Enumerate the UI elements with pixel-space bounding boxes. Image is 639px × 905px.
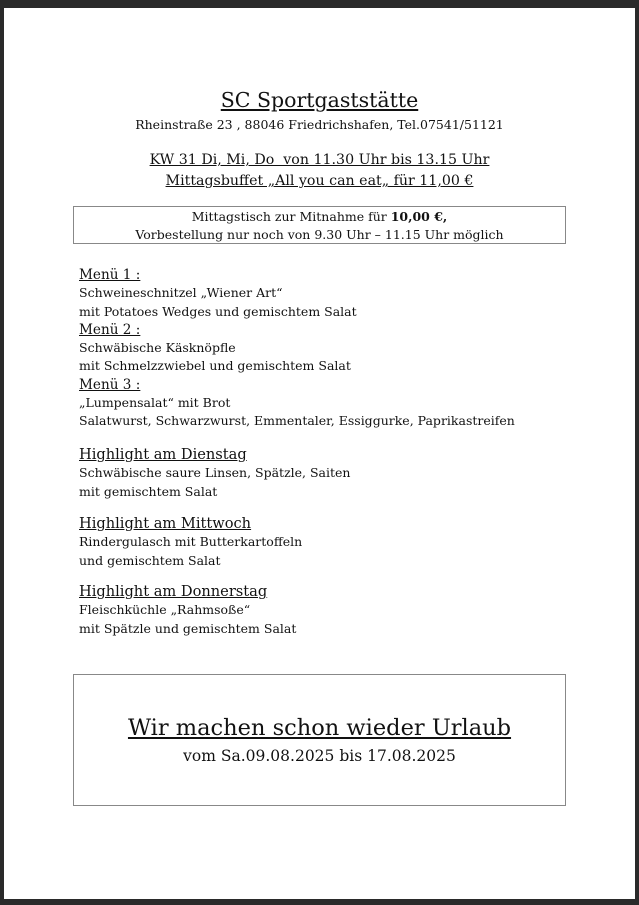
- menu-item: [79, 321, 599, 376]
- week-info: [4, 150, 635, 192]
- menu-heading: Menü 1 :: [79, 267, 141, 283]
- menu-item: [79, 376, 599, 431]
- highlight-tuesday: [79, 446, 599, 501]
- menu-line: Schweineschnitzel „Wiener Art“: [79, 285, 283, 301]
- highlight-line: Schwäbische saure Linsen, Spätzle, Saiten: [79, 465, 351, 481]
- menu-line: mit Potatoes Wedges und gemischtem Salat: [79, 303, 357, 319]
- highlight-wednesday: [79, 515, 599, 570]
- menu-page: [4, 8, 635, 899]
- takeaway-price: 10,00 €,: [390, 209, 448, 224]
- vacation-title: Wir machen schon wieder Urlaub: [127, 715, 512, 741]
- menu-heading: Menü 2 :: [79, 321, 141, 338]
- menu-item: [79, 266, 599, 321]
- takeaway-box: [73, 206, 566, 244]
- highlight-line: Fleischküchle „Rahmsoße“: [79, 602, 251, 618]
- vacation-dates: vom Sa.09.08.2025 bis 17.08.2025: [183, 747, 456, 765]
- highlight-line: Rindergulasch mit Butterkartoffeln: [79, 534, 303, 550]
- menu-line: mit Schmelzzwiebel und gemischtem Salat: [79, 358, 351, 374]
- highlight-line: und gemischtem Salat: [79, 552, 221, 568]
- highlight-line: mit gemischtem Salat: [79, 483, 218, 499]
- highlight-heading: Highlight am Dienstag: [79, 446, 247, 463]
- menu-heading: Menü 3 :: [79, 376, 141, 393]
- highlight-thursday: [79, 583, 599, 638]
- highlight-line: mit Spätzle und gemischtem Salat: [79, 620, 297, 636]
- menu-line: „Lumpensalat“ mit Brot: [79, 395, 231, 411]
- week-hours: KW 31 Di, Mi, Do von 11.30 Uhr bis 13.15 Uhr: [149, 152, 490, 168]
- takeaway-text: Mittagstisch zur Mitnahme für: [191, 209, 391, 224]
- highlight-heading: Highlight am Mittwoch: [79, 515, 252, 532]
- restaurant-address: Rheinstraße 23 , 88046 Friedrichshafen, Tel.07541/51121: [135, 117, 504, 132]
- menu-list: [79, 266, 599, 431]
- highlight-heading: Highlight am Donnerstag: [79, 583, 268, 600]
- restaurant-title: SC Sportgaststätte: [220, 88, 419, 112]
- buffet-price: Mittagsbuffet „All you can eat„ für 11,00 €: [165, 173, 474, 189]
- menu-line: Schwäbische Käsknöpfle: [79, 340, 236, 356]
- preorder-text: Vorbestellung nur noch von 9.30 Uhr – 11.15 Uhr möglich: [135, 226, 504, 242]
- menu-line: Salatwurst, Schwarzwurst, Emmentaler, Essiggurke, Paprikastreifen: [79, 413, 515, 429]
- vacation-box: [73, 674, 566, 806]
